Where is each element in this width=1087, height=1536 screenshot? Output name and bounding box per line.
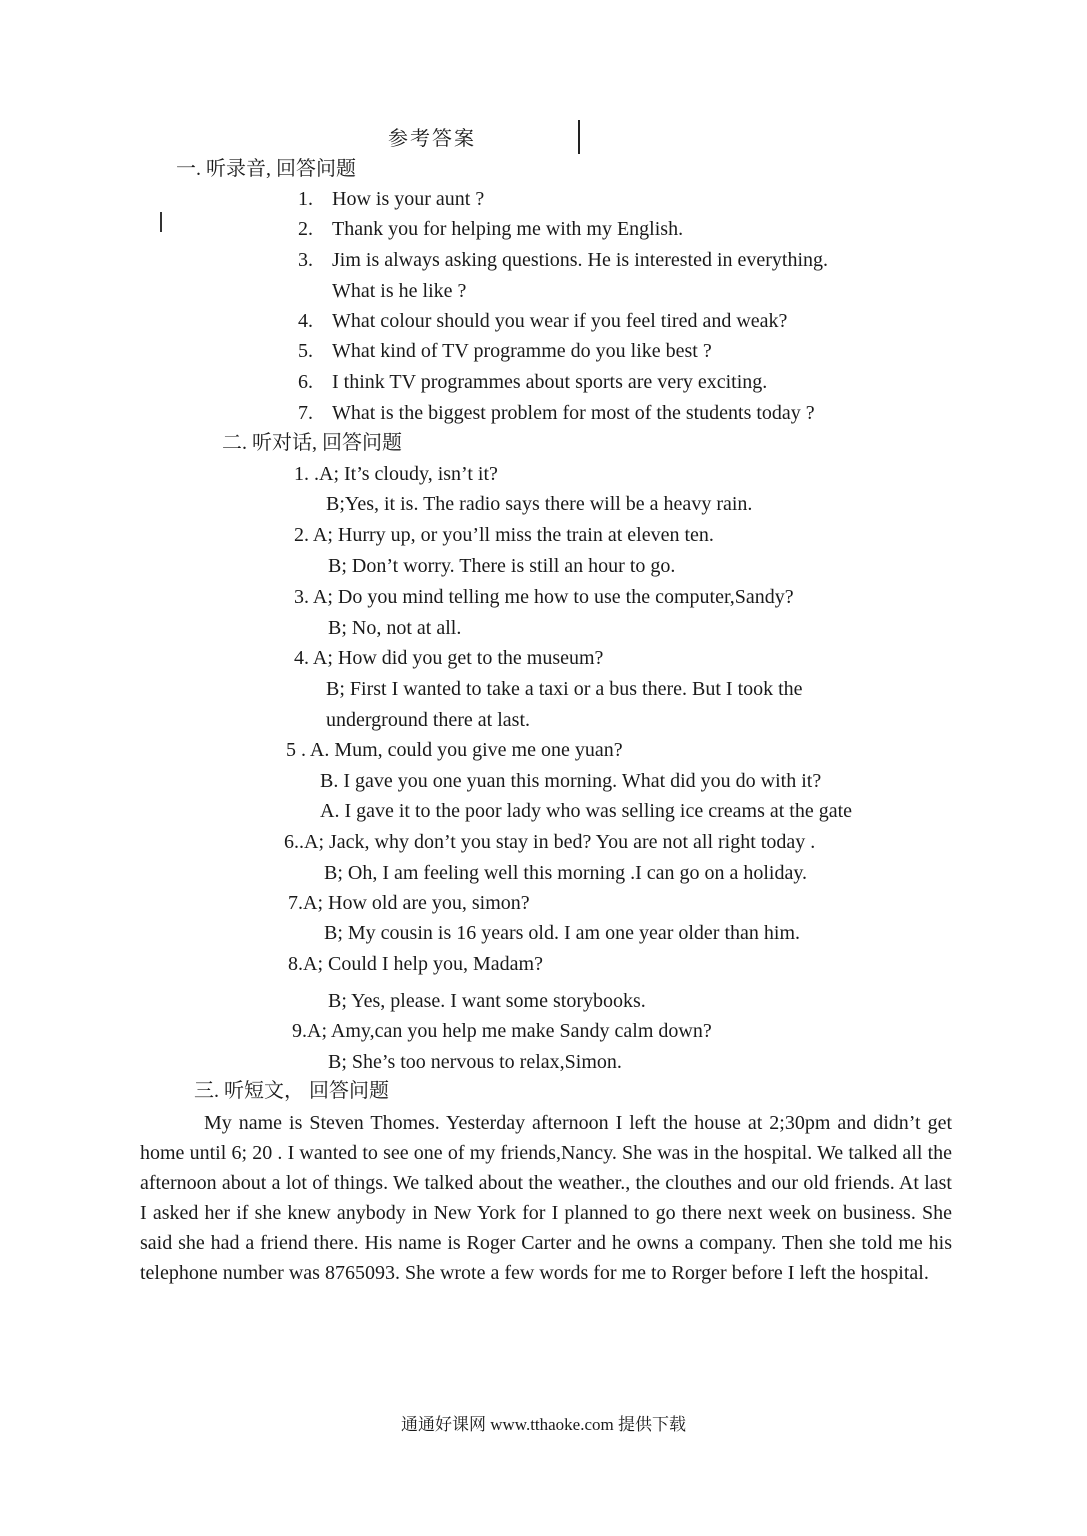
section2-heading: 二. 听对话, 回答问题 <box>222 432 402 454</box>
section3-heading: 三. 听短文， 回答问题 <box>194 1080 389 1102</box>
s1-item-text: What kind of TV programme do you like best ? <box>332 340 712 362</box>
s1-item-7 <box>298 400 815 426</box>
dialogue-line: A. I gave it to the poor lady who was selling ice creams at the gate <box>320 800 853 822</box>
s1-item-text: How is your aunt ? <box>332 188 485 210</box>
s1-item-text: What colour should you wear if you feel tired and weak? <box>332 310 788 332</box>
dialogue-line: B; My cousin is 16 years old. I am one year older than him. <box>324 922 801 944</box>
dialogue-line: underground there at last. <box>326 709 531 731</box>
dialogue-line: B; Oh, I am feeling well this morning .I can go on a holiday. <box>324 862 808 884</box>
s1-item-num: 3. <box>298 249 313 271</box>
dialogue-line: 9.A; Amy,can you help me make Sandy calm down? <box>292 1020 712 1042</box>
s1-item-num: 6. <box>298 371 313 393</box>
dialogue-line: 3. A; Do you mind telling me how to use the computer,Sandy? <box>294 586 794 608</box>
s1-item-5 <box>298 338 712 364</box>
s1-item-num: 2. <box>298 218 313 240</box>
dialogue-line: B; No, not at all. <box>328 617 462 639</box>
s1-item-num: 5. <box>298 340 313 362</box>
s1-item-2 <box>298 216 683 242</box>
s1-item-4 <box>298 308 787 334</box>
s1-item-text: Thank you for helping me with my English. <box>332 218 684 240</box>
passage-paragraph: My name is Steven Thomes. Yesterday afternoon I left the house at 2;30pm and didn’t get home until 6; 20 . I wanted to see one of my friends,Nancy. She was in the hospital. We talked all the afternoon about a lot of things. We talked about the weather., the clouthes and our old friends. At last I asked her if she knew anybody in New York for I planned to go there next week on business. She said she had a friend there. His name is Roger Carter and he owns a company. Then she told me his telephone number was 8765093. She wrote a few words for me to Rorger before I left the hospital. <box>140 1112 952 1284</box>
dialogue-line: B; First I wanted to take a taxi or a bus there. But I took the <box>326 678 803 700</box>
dialogue-line: 6..A; Jack, why don’t you stay in bed? You are not all right today . <box>284 831 816 853</box>
s1-item-3-cont: What is he like ? <box>332 280 467 302</box>
dialogue-line: 4. A; How did you get to the museum? <box>294 647 604 669</box>
dialogue-line: B;Yes, it is. The radio says there will be a heavy rain. <box>326 493 753 515</box>
s1-item-num: 7. <box>298 402 313 424</box>
dialogue-line: B; Yes, please. I want some storybooks. <box>328 990 646 1012</box>
scan-mark-left <box>160 212 162 232</box>
dialogue-line: 5 . A. Mum, could you give me one yuan? <box>286 739 623 761</box>
dialogue-line: 7.A; How old are you, simon? <box>288 892 530 914</box>
s1-item-6 <box>298 369 767 395</box>
s1-item-1 <box>298 186 484 212</box>
s1-item-text: Jim is always asking questions. He is interested in everything. <box>332 249 829 271</box>
s1-item-num: 1. <box>298 188 313 210</box>
dialogue-line: B; Don’t worry. There is still an hour to go. <box>328 555 676 577</box>
s1-item-text: I think TV programmes about sports are very exciting. <box>332 371 768 393</box>
page-title: 参考答案 <box>388 128 476 150</box>
scan-mark-bar <box>578 120 580 154</box>
s1-item-num: 4. <box>298 310 313 332</box>
section1-heading: 一. 听录音, 回答问题 <box>176 158 356 180</box>
page-footer: 通通好课网 www.tthaoke.com 提供下载 <box>400 1415 687 1434</box>
dialogue-line: 8.A; Could I help you, Madam? <box>288 953 543 975</box>
s1-item-3 <box>298 247 828 273</box>
dialogue-line: 1. .A; It’s cloudy, isn’t it? <box>294 463 498 485</box>
s1-item-text: What is the biggest problem for most of the students today ? <box>332 402 815 424</box>
dialogue-line: B; She’s too nervous to relax,Simon. <box>328 1051 622 1073</box>
dialogue-line: B. I gave you one yuan this morning. What did you do with it? <box>320 770 822 792</box>
dialogue-line: 2. A; Hurry up, or you’ll miss the train at eleven ten. <box>294 524 714 546</box>
